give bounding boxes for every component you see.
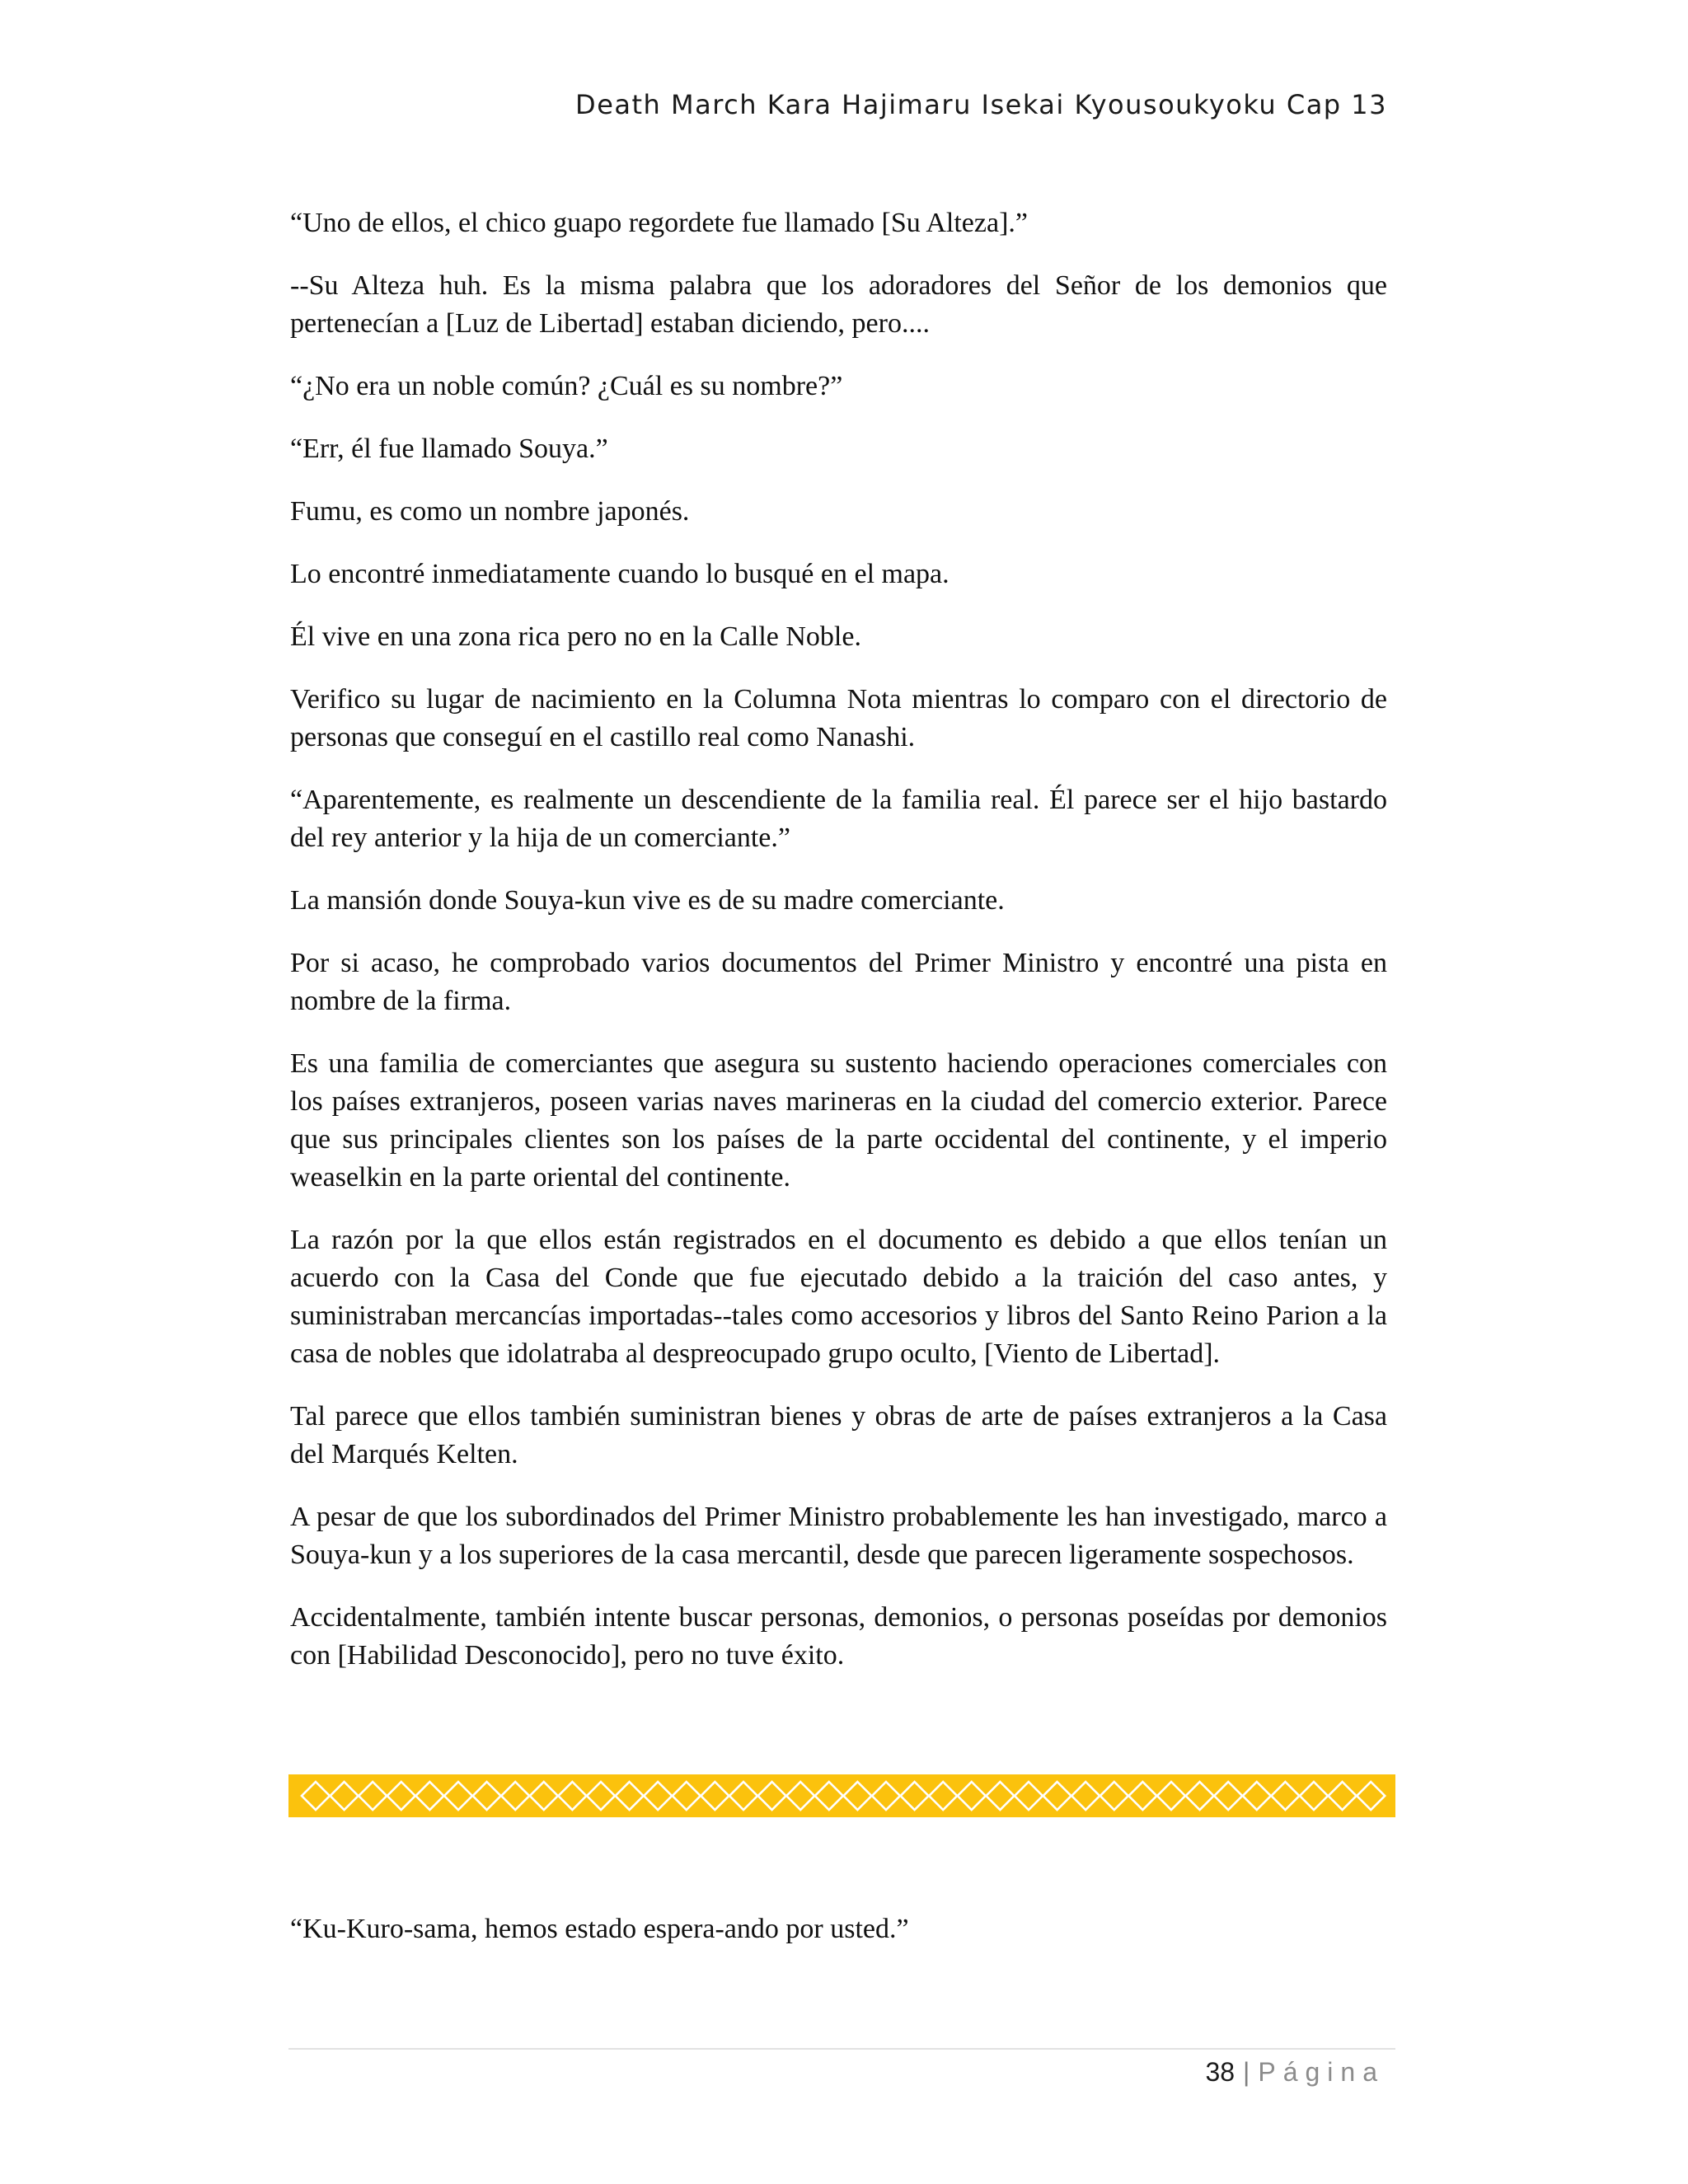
paragraph: Por si acaso, he comprobado varios documentos del Primer Ministro y encontré una pista en nombre de la firma. (290, 948, 1387, 1016)
diamond-icon (359, 1782, 387, 1810)
diamond-icon (1071, 1782, 1100, 1810)
diamond-icon (302, 1782, 330, 1810)
closing-text (290, 1910, 1387, 1948)
page-number: 38 (1205, 2057, 1236, 2087)
paragraph: “¿No era un noble común? ¿Cuál es su nombre?” (290, 371, 843, 401)
body-text (290, 204, 1387, 1699)
paragraph: Fumu, es como un nombre japonés. (290, 496, 690, 527)
diamond-icon (1128, 1782, 1156, 1810)
diamond-icon (758, 1782, 786, 1810)
paragraph: La razón por la que ellos están registrados en el documento es debido a que ellos tenían un acuerdo con la Casa del Conde que fue ejecutado debido a la traición del caso antes, y suministraban mercancías importadas--tales como accesorios y libros del Santo Reino Parion a la casa de nobles que idolatraba al despreocupado grupo oculto, [Viento de Libertad]. (290, 1225, 1387, 1369)
diamond-icon (729, 1782, 757, 1810)
footer-separator: | (1243, 2057, 1250, 2087)
diamond-icon (1357, 1782, 1385, 1810)
paragraph: Tal parece que ellos también suministran bienes y obras de arte de países extranjeros a la Casa del Marqués Kelten. (290, 1401, 1387, 1469)
page-footer (288, 2057, 1385, 2088)
paragraph: “Aparentemente, es realmente un descendiente de la familia real. Él parece ser el hijo bastardo del rey anterior y la hija de un comerciante.” (290, 785, 1387, 853)
diamond-icon (530, 1782, 558, 1810)
diamond-icon (1271, 1782, 1299, 1810)
paragraph: Verifico su lugar de nacimiento en la Columna Nota mientras lo comparo con el directorio de personas que conseguí en el castillo real como Nanashi. (290, 684, 1387, 752)
diamond-icon (331, 1782, 359, 1810)
diamond-icon (1157, 1782, 1185, 1810)
diamond-icon (1329, 1782, 1357, 1810)
page-label: Página (1258, 2057, 1385, 2087)
paragraph: Lo encontré inmediatamente cuando lo busqué en el mapa. (290, 559, 950, 589)
diamond-icon (872, 1782, 900, 1810)
diamond-pattern-icon (288, 1774, 1395, 1817)
diamond-icon (473, 1782, 501, 1810)
diamond-icon (616, 1782, 644, 1810)
diamond-icon (501, 1782, 529, 1810)
diamond-icon (1100, 1782, 1128, 1810)
paragraph: “Err, él fue llamado Souya.” (290, 434, 608, 464)
paragraph: La mansión donde Souya-kun vive es de su madre comerciante. (290, 885, 1005, 916)
scene-break-separator (288, 1774, 1395, 1817)
diamond-icon (786, 1782, 814, 1810)
paragraph: Él vive en una zona rica pero no en la Calle Noble. (290, 621, 861, 652)
diamond-icon (1300, 1782, 1328, 1810)
diamond-icon (1243, 1782, 1271, 1810)
paragraph: Accidentalmente, también intente buscar personas, demonios, o personas poseídas por demonios con [Habilidad Desconocido], pero no tuve éxito. (290, 1602, 1387, 1671)
diamond-icon (558, 1782, 586, 1810)
diamond-icon (843, 1782, 871, 1810)
diamond-icon (673, 1782, 701, 1810)
diamond-icon (1214, 1782, 1242, 1810)
diamond-icon (387, 1782, 415, 1810)
diamond-icon (644, 1782, 672, 1810)
diamond-icon (587, 1782, 615, 1810)
paragraph: “Ku-Kuro-sama, hemos estado espera-ando por usted.” (290, 1914, 909, 1944)
diamond-icon (1186, 1782, 1214, 1810)
paragraph: A pesar de que los subordinados del Primer Ministro probablemente les han investigado, marco a Souya-kun y a los superiores de la casa mercantil, desde que parecen ligeramente sospechosos. (290, 1502, 1387, 1570)
diamond-icon (986, 1782, 1014, 1810)
diamond-icon (1043, 1782, 1071, 1810)
diamond-icon (415, 1782, 443, 1810)
page-header-title: Death March Kara Hajimaru Isekai Kyousoukyoku Cap 13 (575, 89, 1387, 120)
diamond-icon (901, 1782, 929, 1810)
diamond-icon (1015, 1782, 1043, 1810)
diamond-icon (958, 1782, 986, 1810)
footer-divider (288, 2048, 1395, 2050)
diamond-icon (444, 1782, 472, 1810)
paragraph: Es una familia de comerciantes que asegura su sustento haciendo operaciones comerciales con los países extranjeros, poseen varias naves marineras en la ciudad del comercio exterior. Parece que sus principales clientes son los países de la parte occidental del continente, y el imperio weaselkin en la parte oriental del continente. (290, 1048, 1387, 1193)
diamond-icon (701, 1782, 729, 1810)
paragraph: --Su Alteza huh. Es la misma palabra que los adoradores del Señor de los demonios que pertenecían a [Luz de Libertad] estaban diciendo, pero.... (290, 270, 1387, 339)
diamond-icon (929, 1782, 957, 1810)
paragraph: “Uno de ellos, el chico guapo regordete fue llamado [Su Alteza].” (290, 208, 1028, 238)
diamond-icon (815, 1782, 843, 1810)
